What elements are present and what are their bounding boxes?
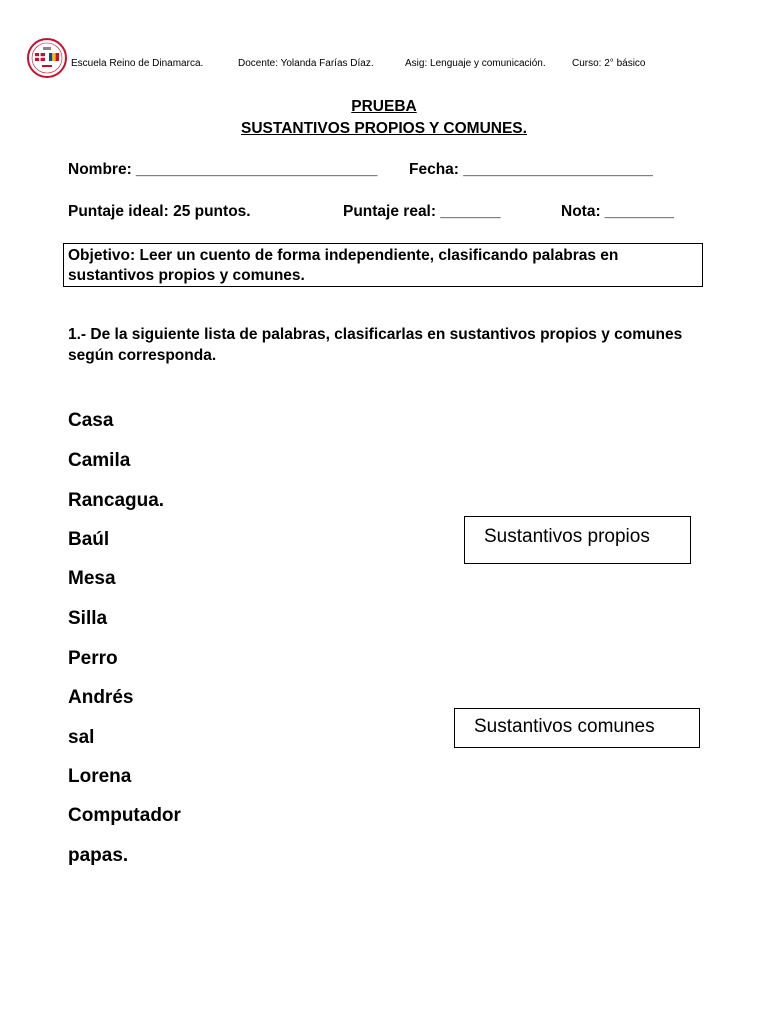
word-item: Baúl xyxy=(68,529,110,550)
grade-field: Nota: ________ xyxy=(561,203,674,220)
school-logo-icon xyxy=(27,38,67,78)
word-item: Andrés xyxy=(68,687,134,708)
ideal-score: Puntaje ideal: 25 puntos. xyxy=(68,203,251,220)
word-item: Camila xyxy=(68,450,131,471)
word-item: papas. xyxy=(68,845,129,866)
word-item: Lorena xyxy=(68,766,132,787)
real-score: Puntaje real: _______ xyxy=(343,203,501,220)
subject: Asig: Lenguaje y comunicación. xyxy=(405,58,546,69)
word-item: Silla xyxy=(68,608,108,629)
date-field: Fecha: ______________________ xyxy=(409,161,653,178)
word-item: Perro xyxy=(68,648,118,669)
common-nouns-box: Sustantivos comunes xyxy=(454,708,700,748)
word-item: sal xyxy=(68,727,95,748)
course: Curso: 2° básico xyxy=(572,58,646,69)
objective-box: Objetivo: Leer un cuento de forma independiente, clasificando palabras en sustantivos propios y comunes. xyxy=(63,243,703,287)
proper-nouns-box: Sustantivos propios xyxy=(464,516,691,564)
instruction-1: 1.- De la siguiente lista de palabras, clasificarlas en sustantivos propios y comunes según corresponda. xyxy=(68,326,683,364)
title-line-2: SUSTANTIVOS PROPIOS Y COMUNES. xyxy=(241,120,527,137)
word-item: Rancagua. xyxy=(68,490,165,511)
name-field: Nombre: ____________________________ xyxy=(68,161,378,178)
word-item: Mesa xyxy=(68,568,116,589)
word-item: Casa xyxy=(68,410,114,431)
title-line-1: PRUEBA xyxy=(351,98,417,115)
teacher-name: Docente: Yolanda Farías Díaz. xyxy=(238,58,374,69)
word-item: Computador xyxy=(68,805,181,826)
school-name: Escuela Reino de Dinamarca. xyxy=(71,58,204,69)
